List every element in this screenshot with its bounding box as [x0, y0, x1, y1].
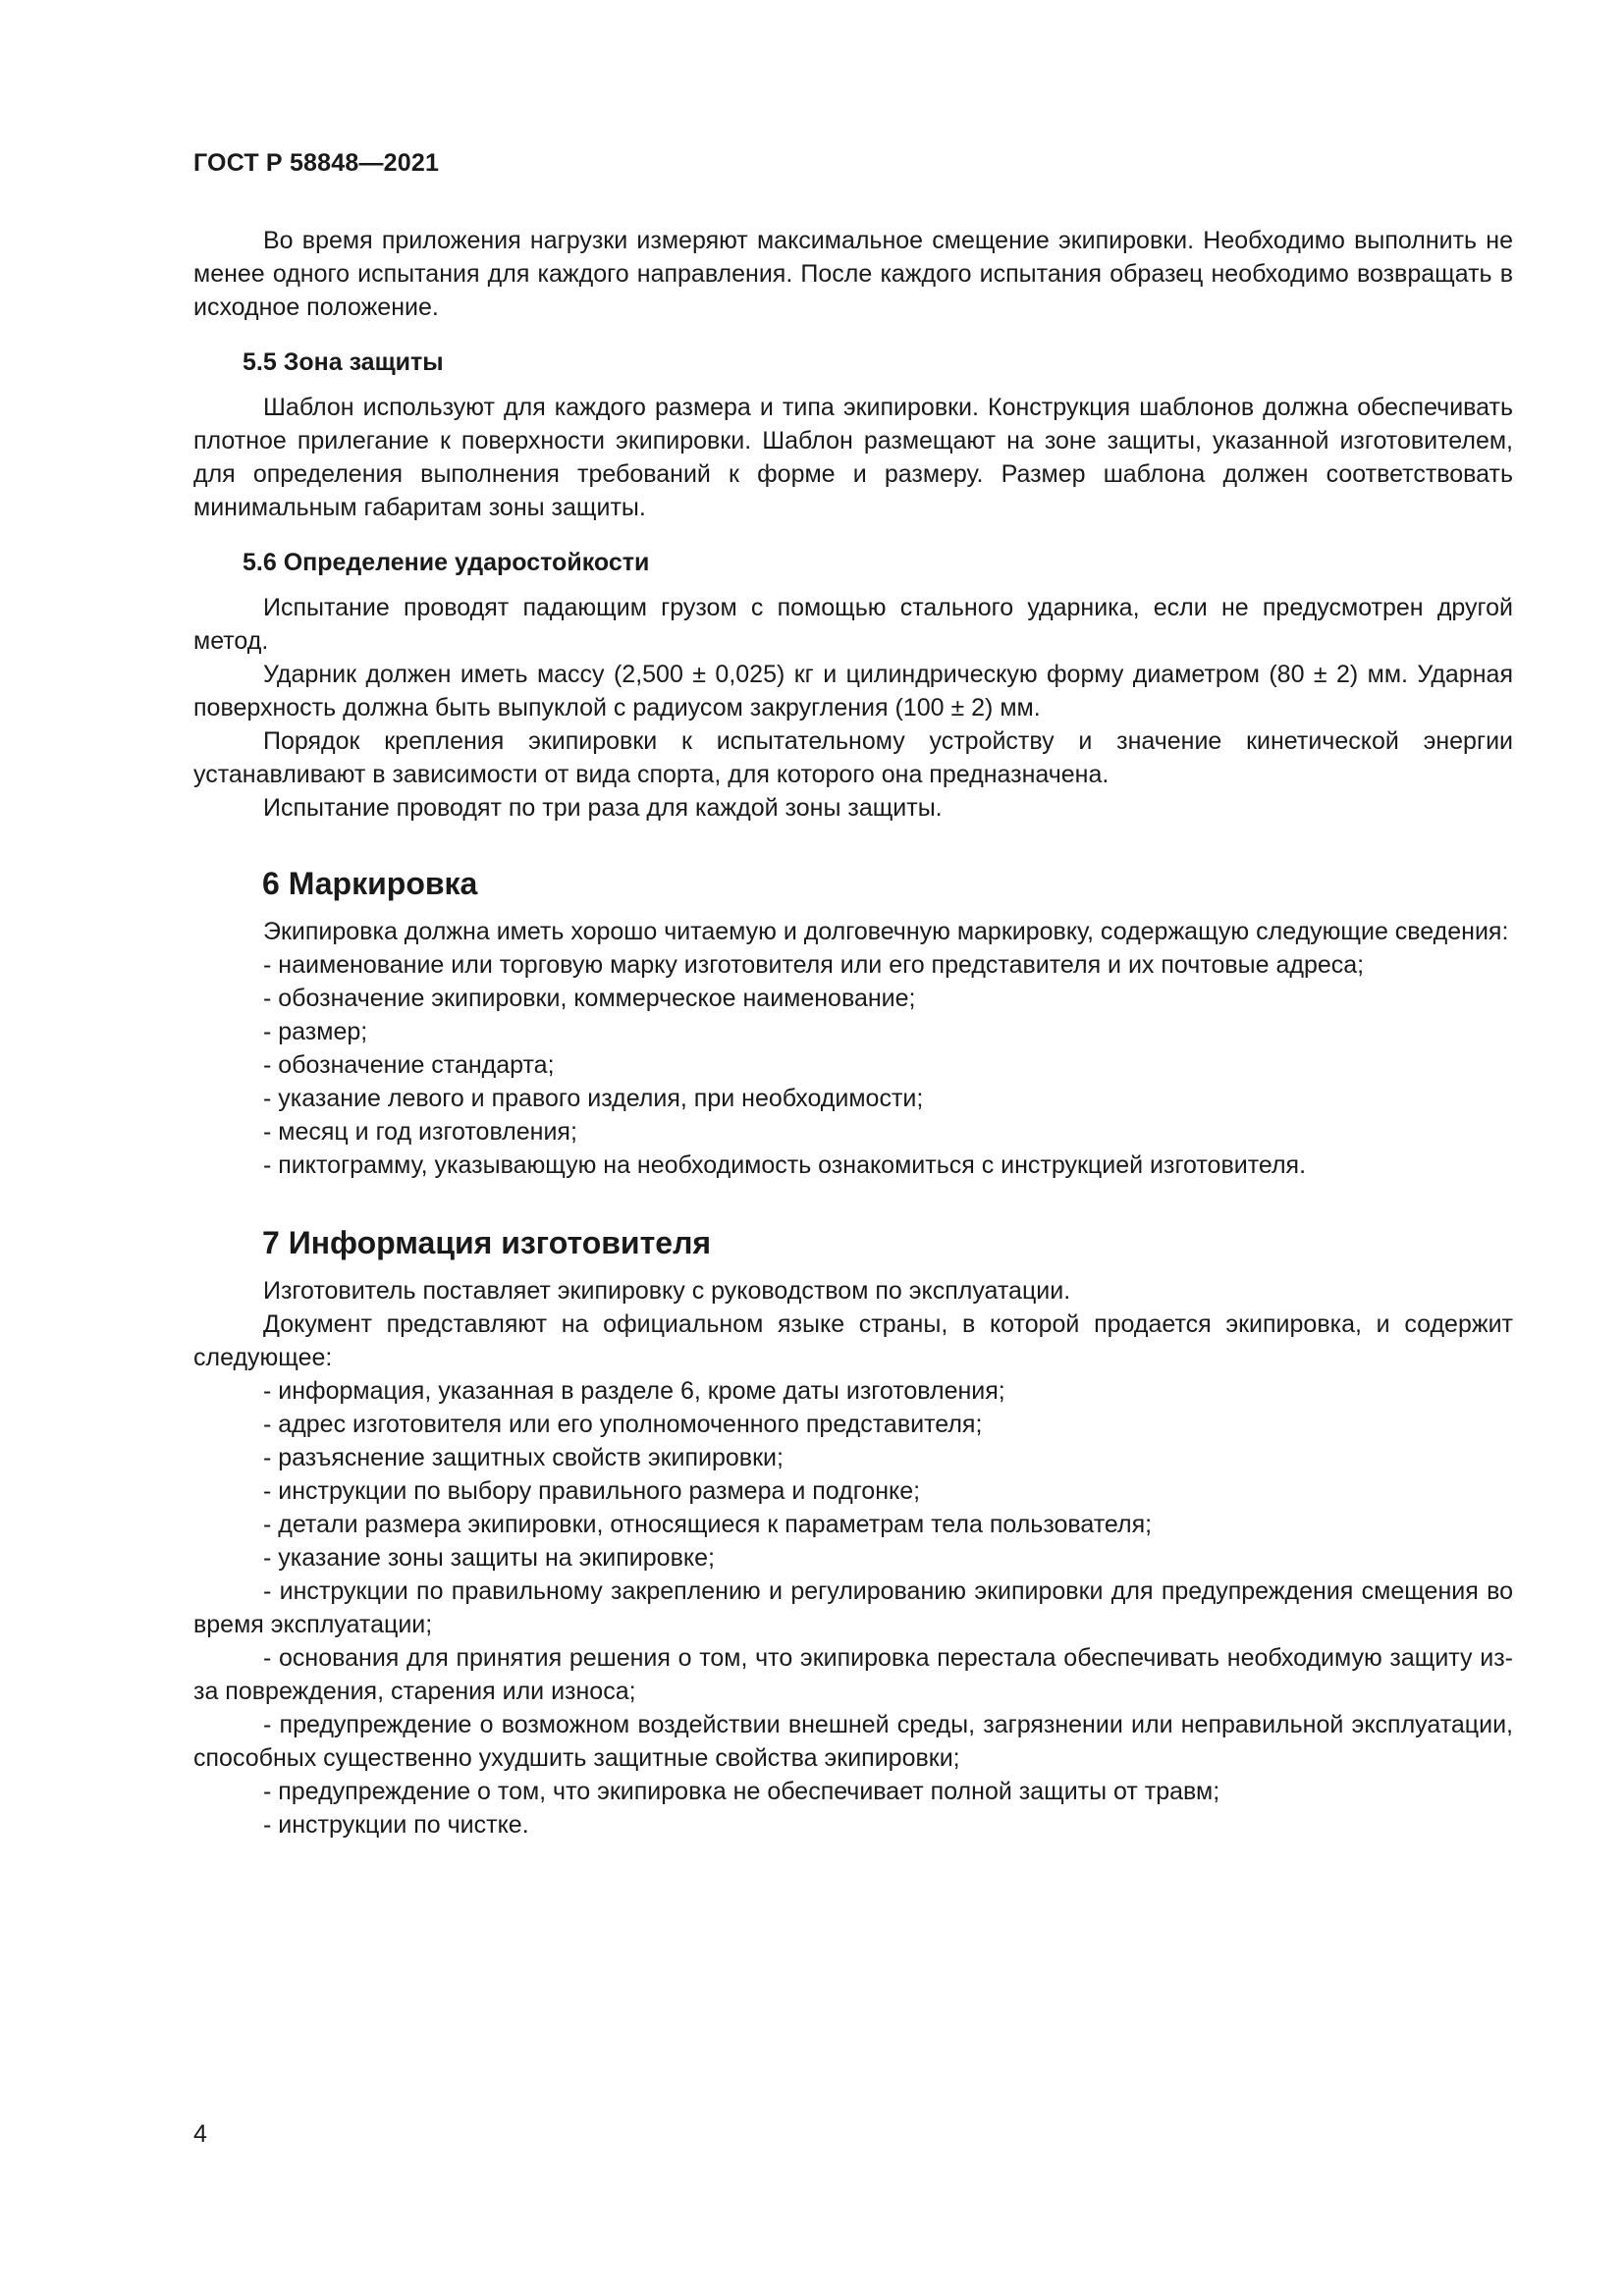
document-id: ГОСТ Р 58848—2021 — [193, 149, 440, 177]
list-item: - детали размера экипировки, относящиеся к параметрам тела пользователя; — [263, 1511, 1153, 1538]
list-item: - инструкции по выбору правильного размера и подгонке; — [263, 1477, 921, 1505]
list-item: - обозначение стандарта; — [263, 1051, 555, 1079]
list-item: - пиктограмму, указывающую на необходимость ознакомиться с инструкцией изготовителя. — [263, 1151, 1307, 1179]
list-item: - разъяснение защитных свойств экипировки; — [263, 1444, 784, 1471]
list-item: - наименование или торговую марку изготовителя или его представителя и их почтовые адреса; — [263, 951, 1365, 979]
page-number: 4 — [193, 2120, 207, 2148]
section-7-paragraph: Документ представляют на официальном языке страны, в которой продается экипировка, и содержит следующее: — [193, 1310, 1513, 1371]
list-item: - обозначение экипировки, коммерческое наименование; — [263, 985, 916, 1012]
section-5-6-paragraph: Испытание проводят по три раза для каждой зоны защиты. — [263, 794, 943, 822]
list-item: - размер; — [263, 1018, 368, 1045]
list-item: - предупреждение о возможном воздействии внешней среды, загрязнении или неправильной эксплуатации, способных существенно ухудшить защитные свойства экипировки; — [193, 1711, 1513, 1772]
list-item: - инструкции по чистке. — [263, 1811, 529, 1839]
section-5-6-paragraph: Испытание проводят падающим грузом с помощью стального ударника, если не предусмотрен другой метод. — [193, 594, 1513, 655]
section-5-6-paragraph: Порядок крепления экипировки к испытательному устройству и значение кинетической энергии устанавливают в зависимости от вида спорта, для которого она предназначена. — [193, 727, 1513, 788]
list-item: - информация, указанная в разделе 6, кроме даты изготовления; — [263, 1377, 1005, 1405]
list-item: - адрес изготовителя или его уполномоченного представителя; — [263, 1411, 983, 1438]
list-item: - месяц и год изготовления; — [263, 1118, 577, 1146]
list-item: - инструкции по правильному закреплению и регулированию экипировки для предупреждения смещения во время эксплуатации; — [193, 1577, 1513, 1638]
document-body — [193, 224, 1513, 1842]
list-item: - основания для принятия решения о том, что экипировка перестала обеспечивать необходимую защиту из-за повреждения, старения или износа; — [193, 1644, 1513, 1705]
section-5-5-heading: 5.5 Зона защиты — [243, 348, 444, 376]
section-5-5-paragraph: Шаблон используют для каждого размера и типа экипировки. Конструкция шаблонов должна обеспечивать плотное прилегание к поверхности экипировки. Шаблон размещают на зоне защиты, указанной изготовителем, для определения выполнения требований к форме и размеру. Размер шаблона должен соответствовать минимальным габаритам зоны защиты. — [193, 394, 1513, 521]
section-6-heading: 6 Маркировка — [262, 866, 478, 901]
list-item: - предупреждение о том, что экипировка не обеспечивает полной защиты от травм; — [263, 1778, 1220, 1805]
intro-paragraph: Во время приложения нагрузки измеряют максимальное смещение экипировки. Необходимо выполнить не менее одного испытания для каждого направления. После каждого испытания образец необходимо возвращать в исходное положение. — [193, 227, 1513, 321]
list-item: - указание левого и правого изделия, при необходимости; — [263, 1085, 924, 1112]
section-5-6-heading: 5.6 Определение ударостойкости — [243, 549, 650, 576]
section-5-6-paragraph: Ударник должен иметь массу (2,500 ± 0,025) кг и цилиндрическую форму диаметром (80 ± 2) мм. Ударная поверхность должна быть выпуклой с радиусом закругления (100 ± 2) мм. — [193, 661, 1513, 721]
section-6-intro: Экипировка должна иметь хорошо читаемую и долговечную маркировку, содержащую следующие сведения: — [263, 918, 1509, 945]
section-7-paragraph: Изготовитель поставляет экипировку с руководством по эксплуатации. — [263, 1277, 1071, 1305]
list-item: - указание зоны защиты на экипировке; — [263, 1544, 715, 1572]
section-7-heading: 7 Информация изготовителя — [262, 1225, 712, 1260]
